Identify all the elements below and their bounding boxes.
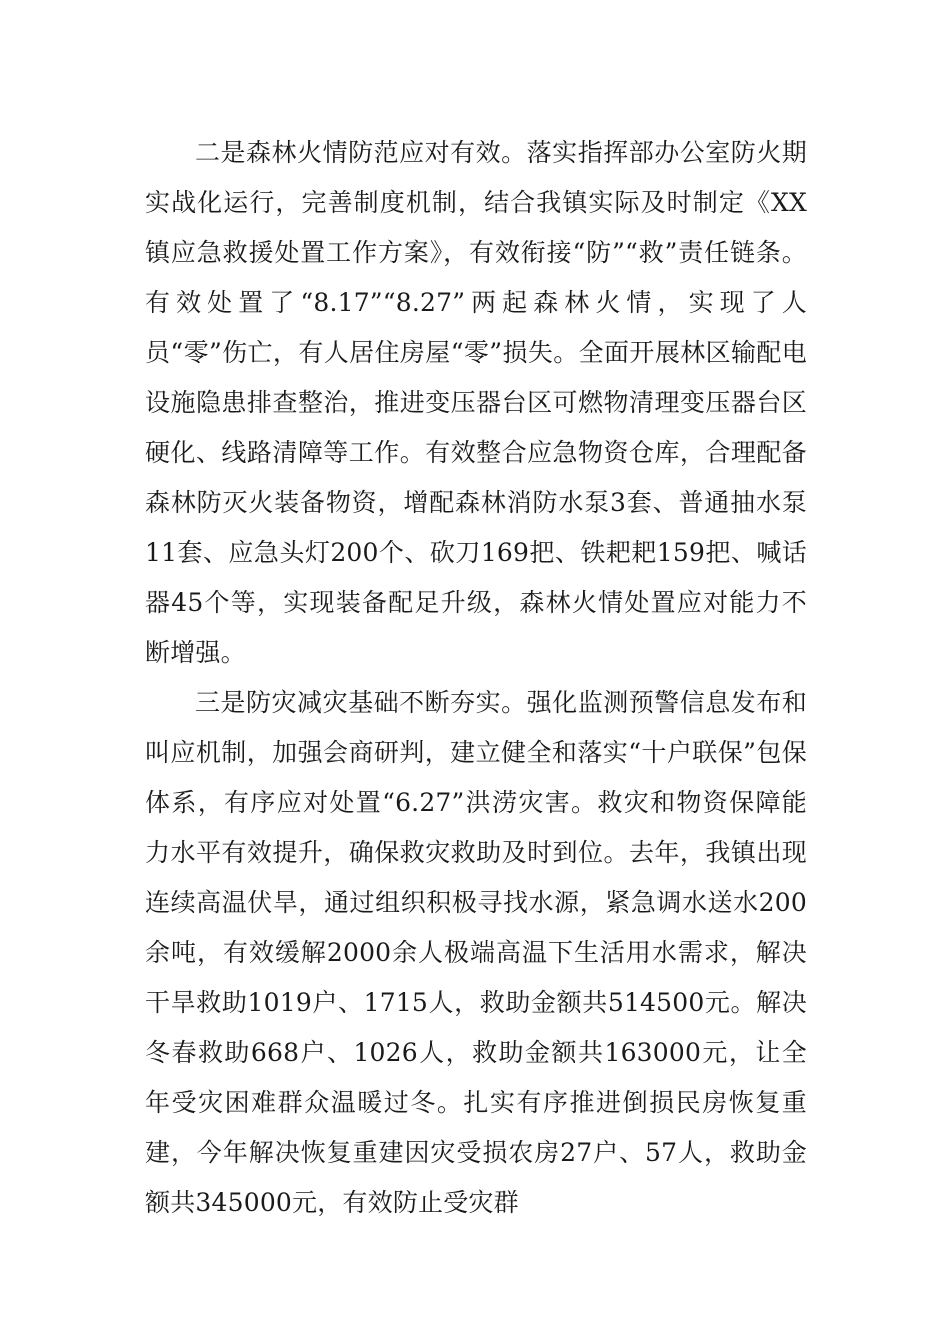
paragraph-disaster-reduction: 三是防灾减灾基础不断夯实。强化监测预警信息发布和叫应机制，加强会商研判，建立健全和落实“十户联保”包保体系，有序应对处置“6.27”洪涝灾害。救灾和物资保障能力水平有效提升，确保救灾救助及时到位。去年，我镇出现连续高温伏旱，通过组织积极寻找水源，紧急调水送水200余吨，有效缓解2000余人极端高温下生活用水需求，解决干旱救助1019户、1715人，救助金额共514500元。解决冬春救助668户、1026人，救助金额共163000元，让全年受灾困难群众温暖过冬。扎实有序推进倒损民房恢复重建，今年解决恢复重建因灾受损农房27户、57人，救助金额共345000元，有效防止受灾群 bbox=[145, 688, 807, 1217]
paragraph-forest-fire-prevention: 二是森林火情防范应对有效。落实指挥部办公室防火期实战化运行，完善制度机制，结合我镇实际及时制定《XX镇应急救援处置工作方案》，有效衔接“防”“救”责任链条。有效处置了“8.17”“8.27”两起森林火情，实现了人员“零”伤亡，有人居住房屋“零”损失。全面开展林区输配电设施隐患排查整治，推进变压器台区可燃物清理变压器台区硬化、线路清障等工作。有效整合应急物资仓库，合理配备森林防灭火装备物资，增配森林消防水泵3套、普通抽水泵11套、应急头灯200个、砍刀169把、铁耙耙159把、喊话器45个等，实现装备配足升级，森林火情处置应对能力不断增强。 bbox=[145, 138, 807, 667]
document-body bbox=[145, 128, 807, 1228]
